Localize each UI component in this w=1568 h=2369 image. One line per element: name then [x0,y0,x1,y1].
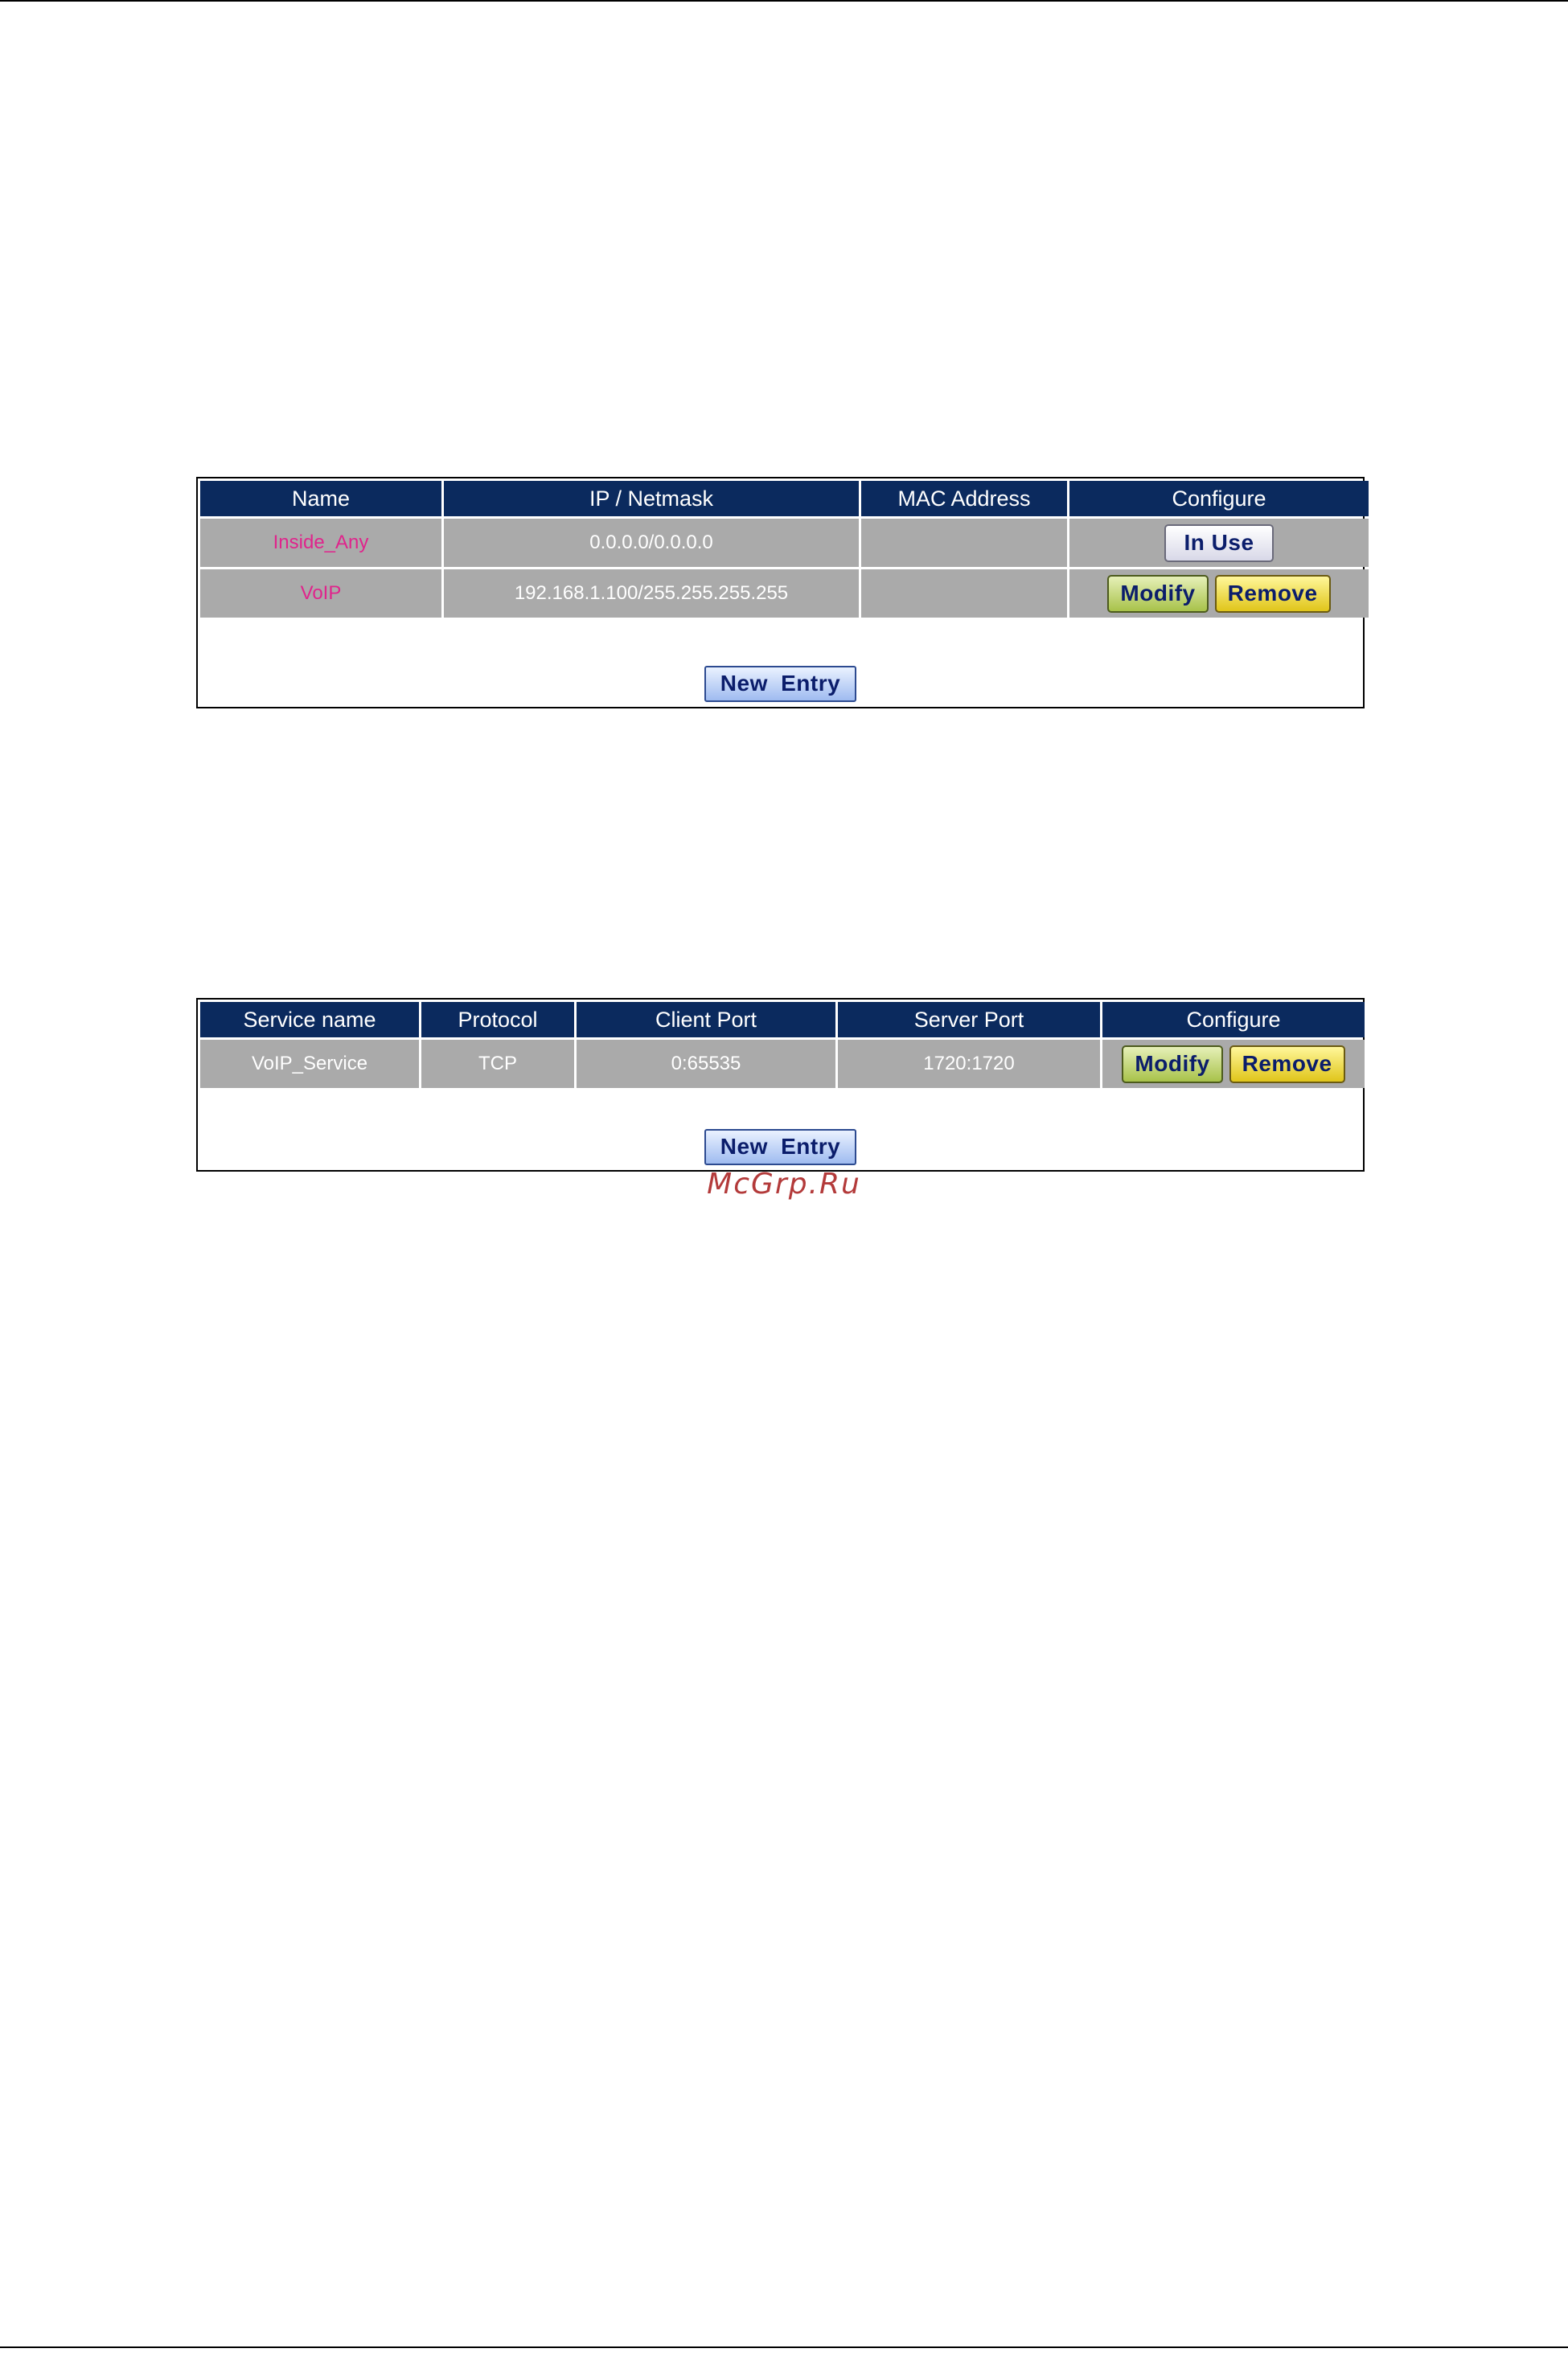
header-configure: Configure [1069,481,1369,516]
service-configure-cell [1102,1040,1365,1088]
address-ip-cell: 192.168.1.100/255.255.255.255 [444,569,859,618]
service-table-footer [198,1129,1363,1165]
address-table [198,478,1371,620]
header-mac-address: MAC Address [861,481,1067,516]
service-table-panel [196,998,1365,1172]
header-client-port: Client Port [577,1002,835,1037]
new-entry-button[interactable]: New Entry [704,666,856,702]
header-name: Name [200,481,441,516]
service-client-port-cell: 0:65535 [577,1040,835,1088]
table-row [200,569,1369,618]
modify-button[interactable]: Modify [1122,1045,1222,1083]
address-table-header [200,481,1369,516]
service-server-port-cell: 1720:1720 [838,1040,1100,1088]
watermark-text: McGrp.Ru [707,1168,861,1201]
in-use-button[interactable]: In Use [1164,524,1273,562]
address-configure-cell [1069,519,1369,567]
header-protocol: Protocol [421,1002,574,1037]
new-entry-button[interactable]: New Entry [704,1129,856,1165]
address-table-panel [196,477,1365,708]
remove-button[interactable]: Remove [1215,575,1331,613]
service-name-cell: VoIP_Service [200,1040,419,1088]
service-table-header [200,1002,1365,1037]
address-ip-cell: 0.0.0.0/0.0.0.0 [444,519,859,567]
table-row [200,1040,1365,1088]
address-name-cell: Inside_Any [200,519,441,567]
address-mac-cell [861,519,1067,567]
service-protocol-cell: TCP [421,1040,574,1088]
top-rule [0,0,1568,2]
bottom-rule [0,2346,1568,2348]
header-server-port: Server Port [838,1002,1100,1037]
remove-button[interactable]: Remove [1229,1045,1345,1083]
address-name-cell: VoIP [200,569,441,618]
header-service-name: Service name [200,1002,419,1037]
header-ip-netmask: IP / Netmask [444,481,859,516]
address-mac-cell [861,569,1067,618]
table-row [200,519,1369,567]
header-configure: Configure [1102,1002,1365,1037]
address-configure-cell [1069,569,1369,618]
modify-button[interactable]: Modify [1107,575,1208,613]
service-table [198,1000,1367,1090]
address-table-footer [198,666,1363,702]
